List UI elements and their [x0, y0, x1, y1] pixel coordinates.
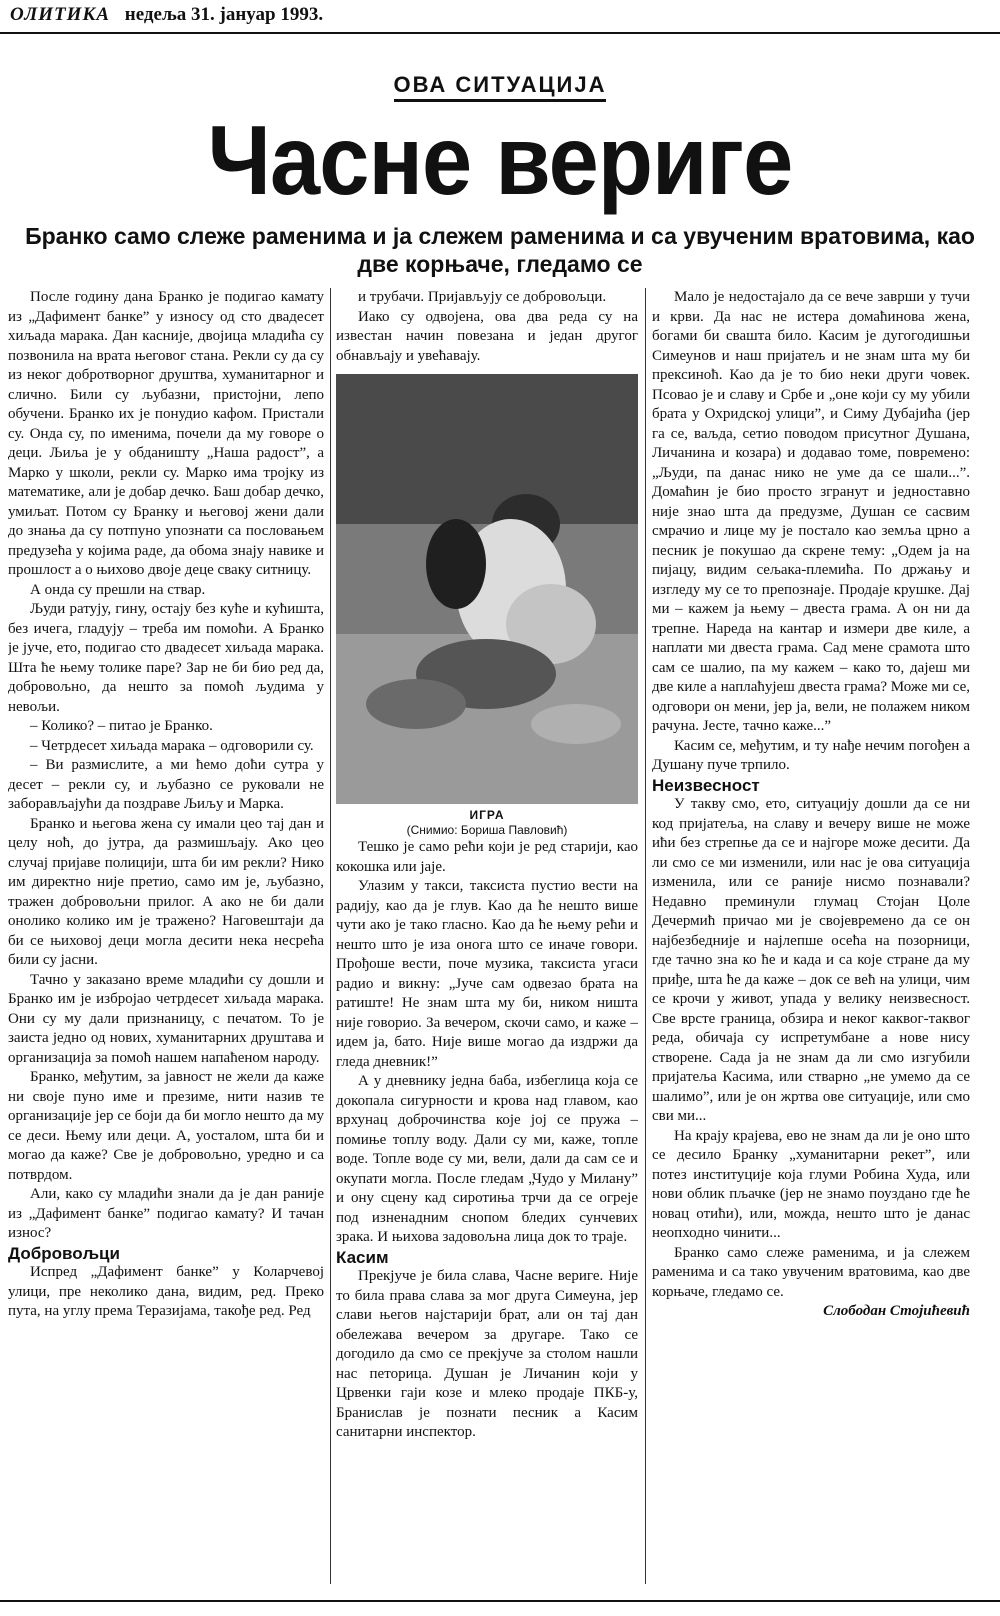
paragraph: После годину дана Бранко је подигао камату из „Дафимент банке” у износу од сто двадесет хиљада марака. Дан касније, двојица младића су позвонила на врата његовог стана. Рекли су да су из неког добротворног друштва, хуманитарног и слично. Били су љубазни, пристојни, лепо обучени. Бранко их је понудио кафом. Пристали су. Онда су, по именима, почели да му говоре о деци. Љиља је у обданишту „Наша радост”, а Марко у школи, рекли су. Марко има тројку из математике, али је добар дечко. Баш добар дечко, умиљат. Потом су Бранку и његовој жени дали до знања да су потпуно упознати са пословањем предузећа у којима раде, да обома знају навике и прошлост а о њихово двоје деце сваку ситницу.: [8, 289, 324, 578]
col1-paragraphs: [8, 288, 324, 1244]
paragraph: Испред „Дафимент банке” у Коларчевој улици, пре неколико дана, видим, ред. Преко пута, на углу према Теразијама, такође ред. Ред: [8, 1264, 324, 1319]
column-divider: [645, 288, 646, 1584]
paragraph: На крају крајева, ево не знам да ли је оно што се десило Бранку „хуманитарни рекет”, или потез институције која глуми Робина Худа, или нови облик пљачке (јер не знамо поуздано где ће новац отићи), или, можда, нешто што је данас неопходно чинити...: [652, 1127, 970, 1241]
kicker: [0, 72, 1000, 98]
kicker-text: ОВА СИТУАЦИЈА: [394, 72, 607, 102]
paragraph: – Четрдесет хиљада марака – одговорили су.: [30, 737, 314, 754]
paragraph: Касим се, међутим, и ту нађе нечим погођен а Душану пуче трпило.: [652, 737, 970, 773]
issue-date: недеља 31. јануар 1993.: [124, 4, 324, 25]
paragraph: Бранко само слеже раменима, и ја слежем раменима и са тако увученим вратовима, као две корњаче, гледамо се.: [652, 1244, 970, 1300]
paragraph: Бранко, међутим, за јавност не жели да каже ни своје пуно име и презиме, нити назив те организације јер се боји да би могло нешто да му се деси. Њему или деци. А, уосталом, шта би и могао да каже? Све је добровољно, уредно и са потврдом.: [8, 1069, 324, 1183]
column-1: [8, 288, 324, 1588]
masthead: [10, 4, 323, 30]
paragraph: Прекјуче је била слава, Часне вериге. Није то била права слава за мог друга Симеуна, јер слави његов најстарији брат, али он тај дан обележава вечером за другаре. Тако се догодило да смо се прекјуче за столом нашли нас петорица. Душан је Личанин који у Црвенки гаји козе и млеко продаје ПКБ-у, Бранислав је познати песник а Касим санитарни инспектор.: [336, 1268, 638, 1440]
byline: Слободан Стојићевић: [823, 1303, 970, 1319]
top-rule: [0, 32, 1000, 34]
paragraph: и трубачи. Пријављују се добровољци.: [358, 289, 607, 305]
paragraph: Мало је недостајало да се вече заврши у тучи и крви. Да нас не истера домаћинова жена, богами би свашта било. Касим је дугогодишњи Симеунов и наш пријатељ и не знам шта му би прексиноћ. Као да је то био неки други човек. Псовао је и славу и Србе и „оне који су му убили брата у Охридској улици”, и Симу Дубајића (јер га се, ваљда, сетио поводом присутног Душана, Личанина и козара) и додавао томе, повремено: „Људи, па данас нико не уме да се шали...”. Домаћин је био просто згранут и једноставно није знао шта да предузме, Душан се сасвим смрачио и лице му је постало као земља црно а песник је покушао да скрене тему: „Одем ја на пијацу, видим сељака-племића. По држању и изгледу му се то препознаје. Продаје крушке. Дај ми – кажем ја њему – двеста грама. А он ни да трепне. Нареда на кантар и измери две киле, а наплати ми двеста грама. Сад мене срамота што сам се шалио, па му кажем – како то, дајеш ми две киле а наплаћујеш двеста грама? Може ми се, одговори он мени, јер ја, вели, не полажем ником рачуна. Јесте, тачно каже...”: [652, 289, 970, 734]
col3a-paragraphs: [652, 288, 970, 776]
bottom-rule: [0, 1600, 1000, 1602]
paragraph: – Ви размислите, а ми ћемо доћи сутра у десет – рекли су, и љубазно се руковали не заборављајући да поздраве Љиљу и Марка.: [8, 757, 324, 812]
paragraph: Тачно у заказано време младићи су дошли и Бранко им је избројао четрдесет хиљада марака. Они су му дали признаницу, с печатом. То је заиста једно од нових, хуманитарних друштава и организација за помоћ нашем напаћеном народу.: [8, 971, 324, 1066]
subhead-kasim: Касим: [336, 1247, 389, 1267]
paragraph: Иако су одвојена, ова два реда су на известан начин повезана и један другог обнављају и увећавају.: [336, 308, 638, 364]
photo-credit: (Снимио: Бориша Павловић): [406, 823, 568, 837]
paragraph: Људи ратују, гину, остају без куће и кућишта, без ичега, гладују – треба им помоћи. А Бранко је јуче, ето, подигао сто двадесет хиљада марака. Шта ће њему толике паре? Зар не би био ред да, добровољно, да нешто за помоћ људима у невољи.: [8, 601, 324, 715]
paragraph: А у дневнику једна баба, избеглица која се докопала сигурности и крова над главом, као врхунац доброчинства које јој се пружа – помиње топлу воду. Дали су ми, каже, топле воде. Топле воде су ми, вели, дали да сам се и окупати могла. После гледам „Чудо у Милану” и ону сцену кад сиротиња трчи да се огреје под изненадним снопом бледих сунчевих зрака. И њихова задовољна лица док то траје.: [336, 1073, 638, 1245]
paragraph: У такву смо, ето, ситуацију дошли да се ни код пријатеља, на славу и вечеру више не може ићи без стрепње да се и најгоре може десити. Да ли смо се ми изменили, или нас је ова ситуација изменила, или се раније нисмо познавали? Недавно преминули глумац Стојан Цоле Дечермић причао ми је својевремено да се он најбезбедније и најлепше осећа на позорници, где тачно зна ко ће и када и са које стране да му приђе, шта ће да каже – док се већ на улици, чим се крочи у живот, упада у велику неизвесност. Све врсте граница, обзира и неког каквог-таквог реда, обичаја су испретумбане а нове нису створене. Сада ја не знам да ли смо изгубили пријатеља Касима, или стварно „не умемо да се шалимо”, или је он жртва ове ситуације, или смо сви ми...: [652, 796, 970, 1124]
column-2: [336, 288, 638, 1588]
col2c-paragraphs: [336, 1267, 638, 1443]
newspaper-logo: ОЛИТИКА: [10, 4, 111, 25]
article-photo: [336, 374, 638, 804]
paragraph: А онда су прешли на ствар.: [30, 581, 206, 598]
paragraph: Бранко и његова жена су имали цео тај дан и целу ноћ, до јутра, да размишљају. Ако цео случај пријаве полицији, шта би им рекли? Нико им директно није претио, само им је, љубазно, тражен добровољни прилог. А ако не би дали онолико колико им је тражено? Наговештаји да би се њиховој деци могла десити нека несрећа били су јасни.: [8, 815, 324, 968]
col2b-paragraphs: [336, 838, 638, 1248]
column-divider: [330, 288, 331, 1584]
photo-image: [336, 374, 638, 804]
deck: Бранко само слеже раменима и ја слежем раменима и са увученим вратовима, као две корњаче, гледамо се: [25, 223, 975, 277]
photo-title: ИГРА: [469, 808, 505, 822]
paragraph: – Колико? – питао је Бранко.: [30, 718, 213, 734]
paragraph: Тешко је само рећи који је ред старији, као кокошка или јаје.: [336, 839, 638, 875]
column-3: [652, 288, 970, 1588]
paragraph: Улазим у такси, таксиста пустио вести на радију, као да је глув. Као да ће нешто више чути ако је тако гласно. Као да ће њему рећи и нешто што је иза онога што се иначе говори. Прођоше вести, поче музика, таксиста угаси радио и викну: „Јуче сам одвезао брата на ратиште! Не знам шта му би, ником ништа није говорио. За вечером, скочи само, и каже – идем ја, бато. Није више могао да издржи да гледа дневник!”: [336, 878, 638, 1070]
photo-caption: [336, 808, 638, 838]
col3b-paragraphs: [652, 795, 970, 1302]
col2a-paragraphs: [336, 288, 638, 366]
headline: Часне вериге: [207, 105, 793, 215]
col1b-paragraphs: [8, 1263, 324, 1322]
subhead-dobrovoljci: Добровољци: [8, 1243, 120, 1263]
paragraph: Али, како су младићи знали да је дан раније из „Дафимент банке” подигао камату? И тачан износ?: [8, 1186, 324, 1241]
subhead-neizvesnost: Неизвесност: [652, 775, 760, 795]
